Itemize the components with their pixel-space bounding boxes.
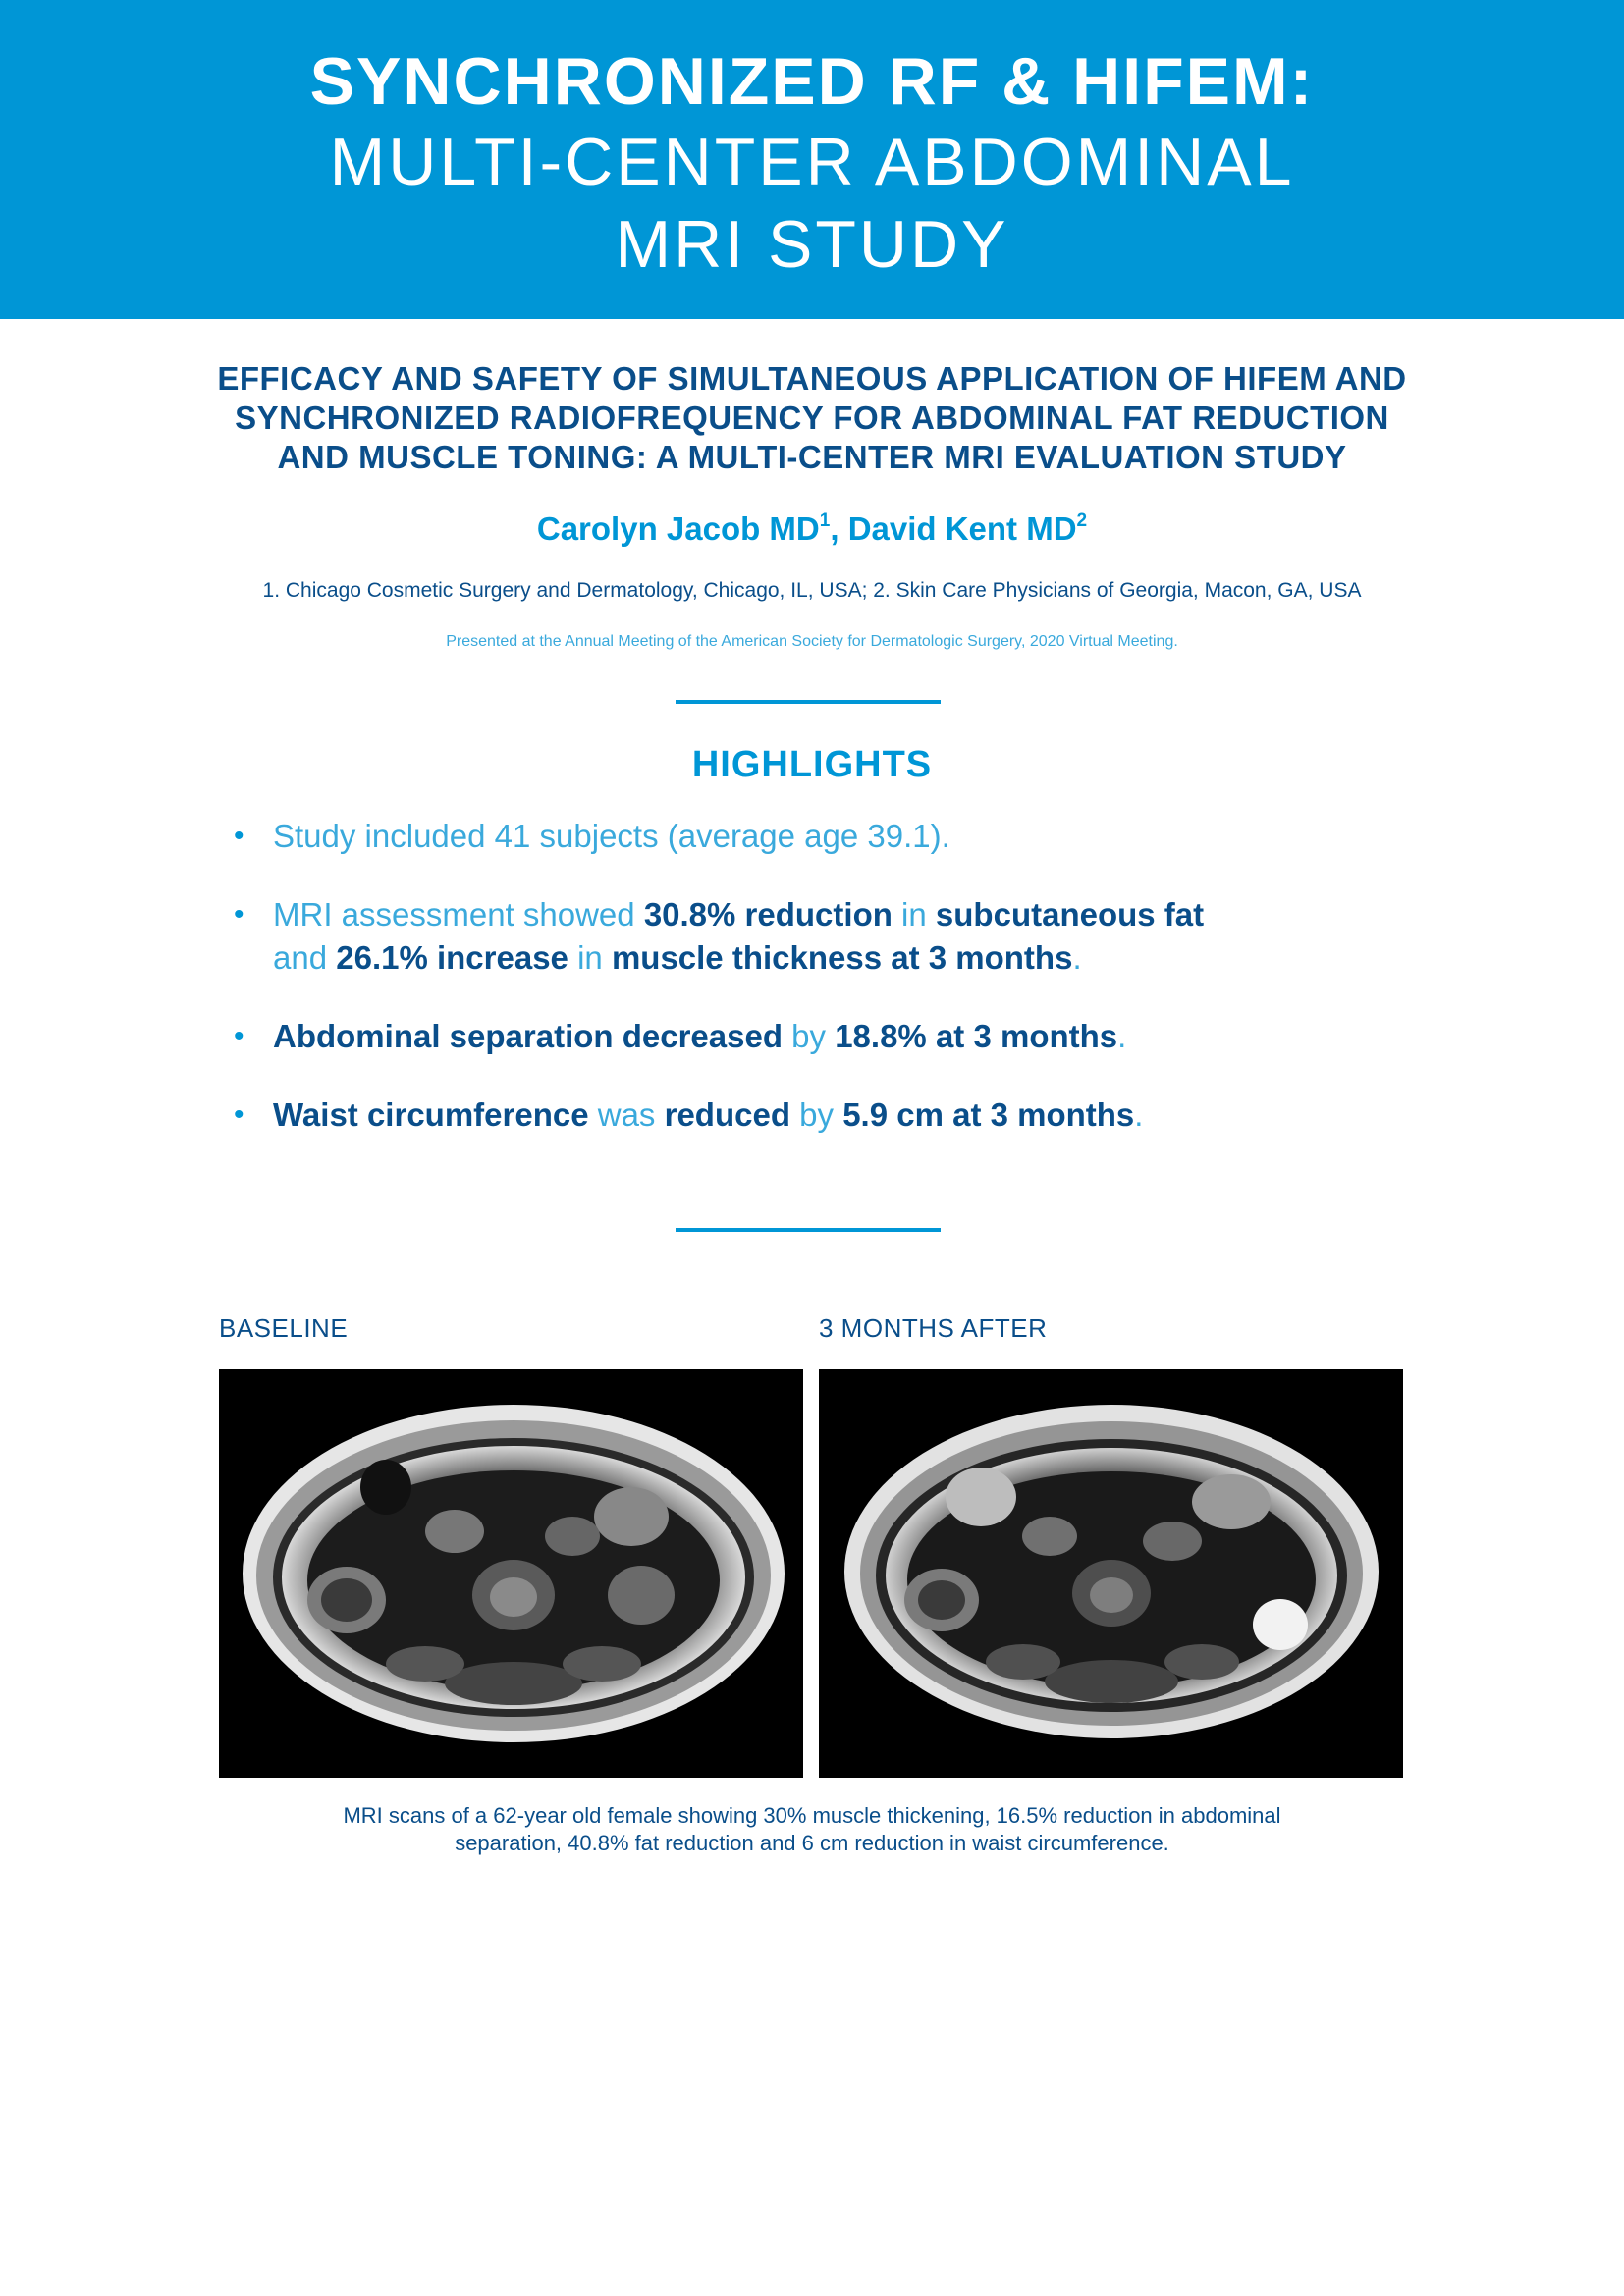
highlight-mri-part: MRI assessment showed [273, 896, 644, 933]
highlights-list [234, 815, 1373, 1172]
caption-line2: separation, 40.8% fat reduction and 6 cm reduction in waist circumference. [455, 1831, 1169, 1855]
highlight-waist-label: Waist circumference [273, 1096, 589, 1133]
highlight-separation [234, 1015, 1373, 1058]
banner-title-line1: SYNCHRONIZED RF & HIFEM: [309, 44, 1315, 119]
highlight-mri [234, 893, 1373, 980]
baseline-mri-image [219, 1369, 803, 1778]
highlight-mri-muscle-value: 26.1% increase [336, 939, 568, 976]
banner-title-line2: MULTI-CENTER ABDOMINAL [329, 125, 1295, 199]
highlight-mri-part: in [568, 939, 612, 976]
after-mri-image [819, 1369, 1403, 1778]
highlight-waist-part: was [588, 1096, 665, 1133]
figure-caption [255, 1802, 1369, 1857]
affiliations: 1. Chicago Cosmetic Surgery and Dermatology, Chicago, IL, USA; 2. Skin Care Physicians of Georgia, Macon, GA, USA [262, 579, 1362, 602]
highlights-title: HIGHLIGHTS [691, 744, 933, 785]
highlight-mri-part: . [1072, 939, 1082, 976]
highlight-waist-value: 5.9 cm at 3 months [842, 1096, 1135, 1133]
banner-title-lines [0, 121, 1624, 286]
highlight-mri-fat-label: subcutaneous fat [935, 896, 1205, 933]
study-title-line3: AND MUSCLE TONING: A MULTI-CENTER MRI EVALUATION STUDY [277, 439, 1347, 475]
highlight-separation-label: Abdominal separation decreased [273, 1018, 783, 1054]
author-2: David Kent MD [847, 510, 1077, 547]
highlight-waist-part: . [1134, 1096, 1144, 1133]
highlight-mri-part: in [892, 896, 936, 933]
highlight-subjects [234, 815, 1373, 858]
baseline-label: BASELINE [219, 1313, 349, 1343]
highlight-mri-part: and [273, 939, 337, 976]
divider-bottom [676, 1228, 941, 1232]
highlight-waist-part: by [789, 1096, 843, 1133]
highlight-separation-value: 18.8% at 3 months [835, 1018, 1118, 1054]
author-separator: , [830, 510, 848, 547]
study-title [118, 359, 1506, 477]
highlight-separation-part: by [783, 1018, 836, 1054]
highlight-mri-muscle-label: muscle thickness at 3 months [611, 939, 1073, 976]
author-1-affiliation: 1 [819, 510, 831, 531]
highlight-separation-part: . [1117, 1018, 1127, 1054]
authors [0, 510, 1624, 548]
banner-title-line3: MRI STUDY [615, 207, 1009, 282]
caption-line1: MRI scans of a 62-year old female showing 30% muscle thickening, 16.5% reduction in abdominal [343, 1803, 1281, 1828]
highlight-waist [234, 1094, 1373, 1137]
study-title-line1: EFFICACY AND SAFETY OF SIMULTANEOUS APPLICATION OF HIFEM AND [217, 360, 1407, 397]
author-1: Carolyn Jacob MD [536, 510, 820, 547]
highlight-waist-verb: reduced [664, 1096, 790, 1133]
title-banner [0, 0, 1624, 319]
author-2-affiliation: 2 [1076, 510, 1088, 531]
highlight-mri-fat-value: 30.8% reduction [643, 896, 893, 933]
presented-note: Presented at the Annual Meeting of the American Society for Dermatologic Surgery, 2020 Virtual Meeting. [446, 633, 1178, 650]
study-title-line2: SYNCHRONIZED RADIOFREQUENCY FOR ABDOMINAL FAT REDUCTION [235, 400, 1389, 436]
after-label: 3 MONTHS AFTER [819, 1313, 1048, 1343]
divider-top [676, 700, 941, 704]
highlight-subjects-text: Study included 41 subjects (average age 39.1). [273, 818, 950, 854]
